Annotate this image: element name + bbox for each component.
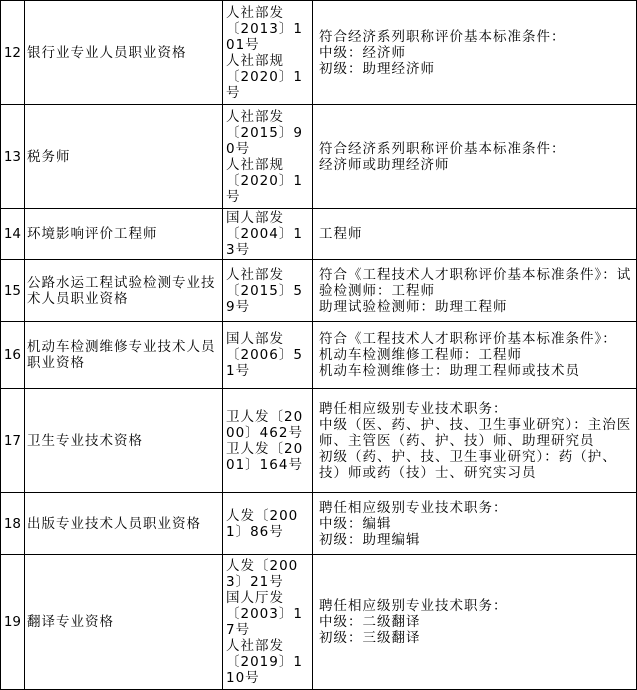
document-line: 国人厅发 [226,590,284,606]
document-line: 人社部规 [226,156,284,173]
document-line: 号 [226,188,241,205]
qualification-name: 税务师 [25,105,223,209]
table-row [1,260,637,322]
requirement [313,322,637,389]
document-line: 〔2004〕1 [226,226,303,242]
document-line: 〔2006〕5 [226,347,303,363]
document-line: 〔2015〕9 [226,124,303,141]
requirement-line: 聘任相应级别专业技术职务： [319,598,508,614]
document-line: 号 [226,84,241,101]
requirement-line: 机动车检测维修工程师：工程师 [319,347,522,363]
row-number: 18 [1,493,25,555]
row-number: 16 [1,322,25,389]
table-row [1,389,637,493]
qualification-name: 银行业专业人员职业资格 [25,1,223,105]
qualification-name: 翻译专业资格 [25,555,223,690]
document-line: 1号 [226,363,251,379]
row-number: 17 [1,389,25,493]
document-line: 国人部发 [226,210,284,226]
table-row [1,105,637,209]
table-row [1,493,637,555]
table-row [1,209,637,260]
qualification-name: 公路水运工程试验检测专业技术人员职业资格 [25,260,223,322]
document-line: 人社部发 [226,638,284,654]
requirement-line: 工程师 [319,226,363,242]
document-line: 人发〔200 [226,558,299,574]
requirement [313,493,637,555]
document-line: 10号 [226,670,260,686]
document-line: 人社部发 [226,108,284,125]
document-line: 3〕21号 [226,574,284,590]
document-line: 0号 [226,140,251,157]
qualification-name: 卫生专业技术资格 [25,389,223,493]
document-number [223,209,313,260]
row-number: 19 [1,555,25,690]
requirement-line: 初级：助理编辑 [319,531,421,548]
requirement-line: 中级：二级翻译 [319,614,421,630]
requirement [313,1,637,105]
requirement-line: 中级：经济师 [319,44,406,61]
requirement-line: 中级（医、药、护、技、卫生事业研究）：主治医师、主管医（药、护、技）师、助理研究员 [319,416,632,449]
requirement-line: 初级（药、护、技、卫生事业研究）：药（护、技）师或药（技）士、研究实习员 [319,448,617,481]
requirement [313,260,637,322]
requirement-line: 中级：编辑 [319,515,392,532]
document-number [223,260,313,322]
row-number: 15 [1,260,25,322]
requirement [313,105,637,209]
document-line: 00〕462号 [226,424,303,441]
qualification-name: 机动车检测维修专业技术人员职业资格 [25,322,223,389]
row-number: 12 [1,1,25,105]
requirement [313,209,637,260]
document-line: 〔2015〕5 [226,282,303,299]
requirement-line: 聘任相应级别专业技术职务： [319,400,508,417]
requirement-line: 助理试验检测师：助理工程师 [319,298,508,315]
document-line: 人社部发 [226,4,284,21]
row-number: 14 [1,209,25,260]
qualification-name: 环境影响评价工程师 [25,209,223,260]
requirement-line: 初级：三级翻译 [319,630,421,646]
row-number: 13 [1,105,25,209]
document-line: 〔2020〕1 [226,172,303,189]
requirement-line: 初级：助理经济师 [319,60,435,77]
qualification-name: 出版专业技术人员职业资格 [25,493,223,555]
document-line: 01〕164号 [226,456,303,473]
document-number [223,105,313,209]
document-number [223,389,313,493]
document-line: 国人部发 [226,331,284,347]
document-line: 01号 [226,36,260,53]
requirement-line: 符合《工程技术人才职称评价基本标准条件》：试验检测师：工程师 [319,266,632,299]
document-number [223,1,313,105]
requirement-line: 经济师或助理经济师 [319,156,450,173]
document-line: 1〕86号 [226,523,284,540]
requirement-line: 符合经济系列职称评价基本标准条件： [319,28,566,45]
requirement-line: 机动车检测维修士：助理工程师或技术员 [319,363,580,379]
requirement-line: 符合经济系列职称评价基本标准条件： [319,140,566,157]
requirement-line: 聘任相应级别专业技术职务： [319,499,508,516]
document-number [223,493,313,555]
table-row [1,322,637,389]
requirement-line: 符合《工程技术人才职称评价基本标准条件》： [319,331,617,347]
document-line: 人社部规 [226,52,284,69]
table-row [1,555,637,690]
document-line: 〔2019〕1 [226,654,303,670]
document-line: 7号 [226,622,251,638]
requirement [313,389,637,493]
document-line: 〔2013〕1 [226,20,303,37]
document-number [223,322,313,389]
document-line: 9号 [226,298,251,315]
document-line: 〔2003〕1 [226,606,303,622]
table-row [1,1,637,105]
document-line: 卫人发〔20 [226,440,304,457]
document-line: 3号 [226,242,251,258]
document-number [223,555,313,690]
document-line: 人社部发 [226,266,284,283]
document-line: 〔2020〕1 [226,68,303,85]
document-line: 卫人发〔20 [226,408,304,425]
document-line: 人发〔200 [226,507,299,524]
requirement [313,555,637,690]
